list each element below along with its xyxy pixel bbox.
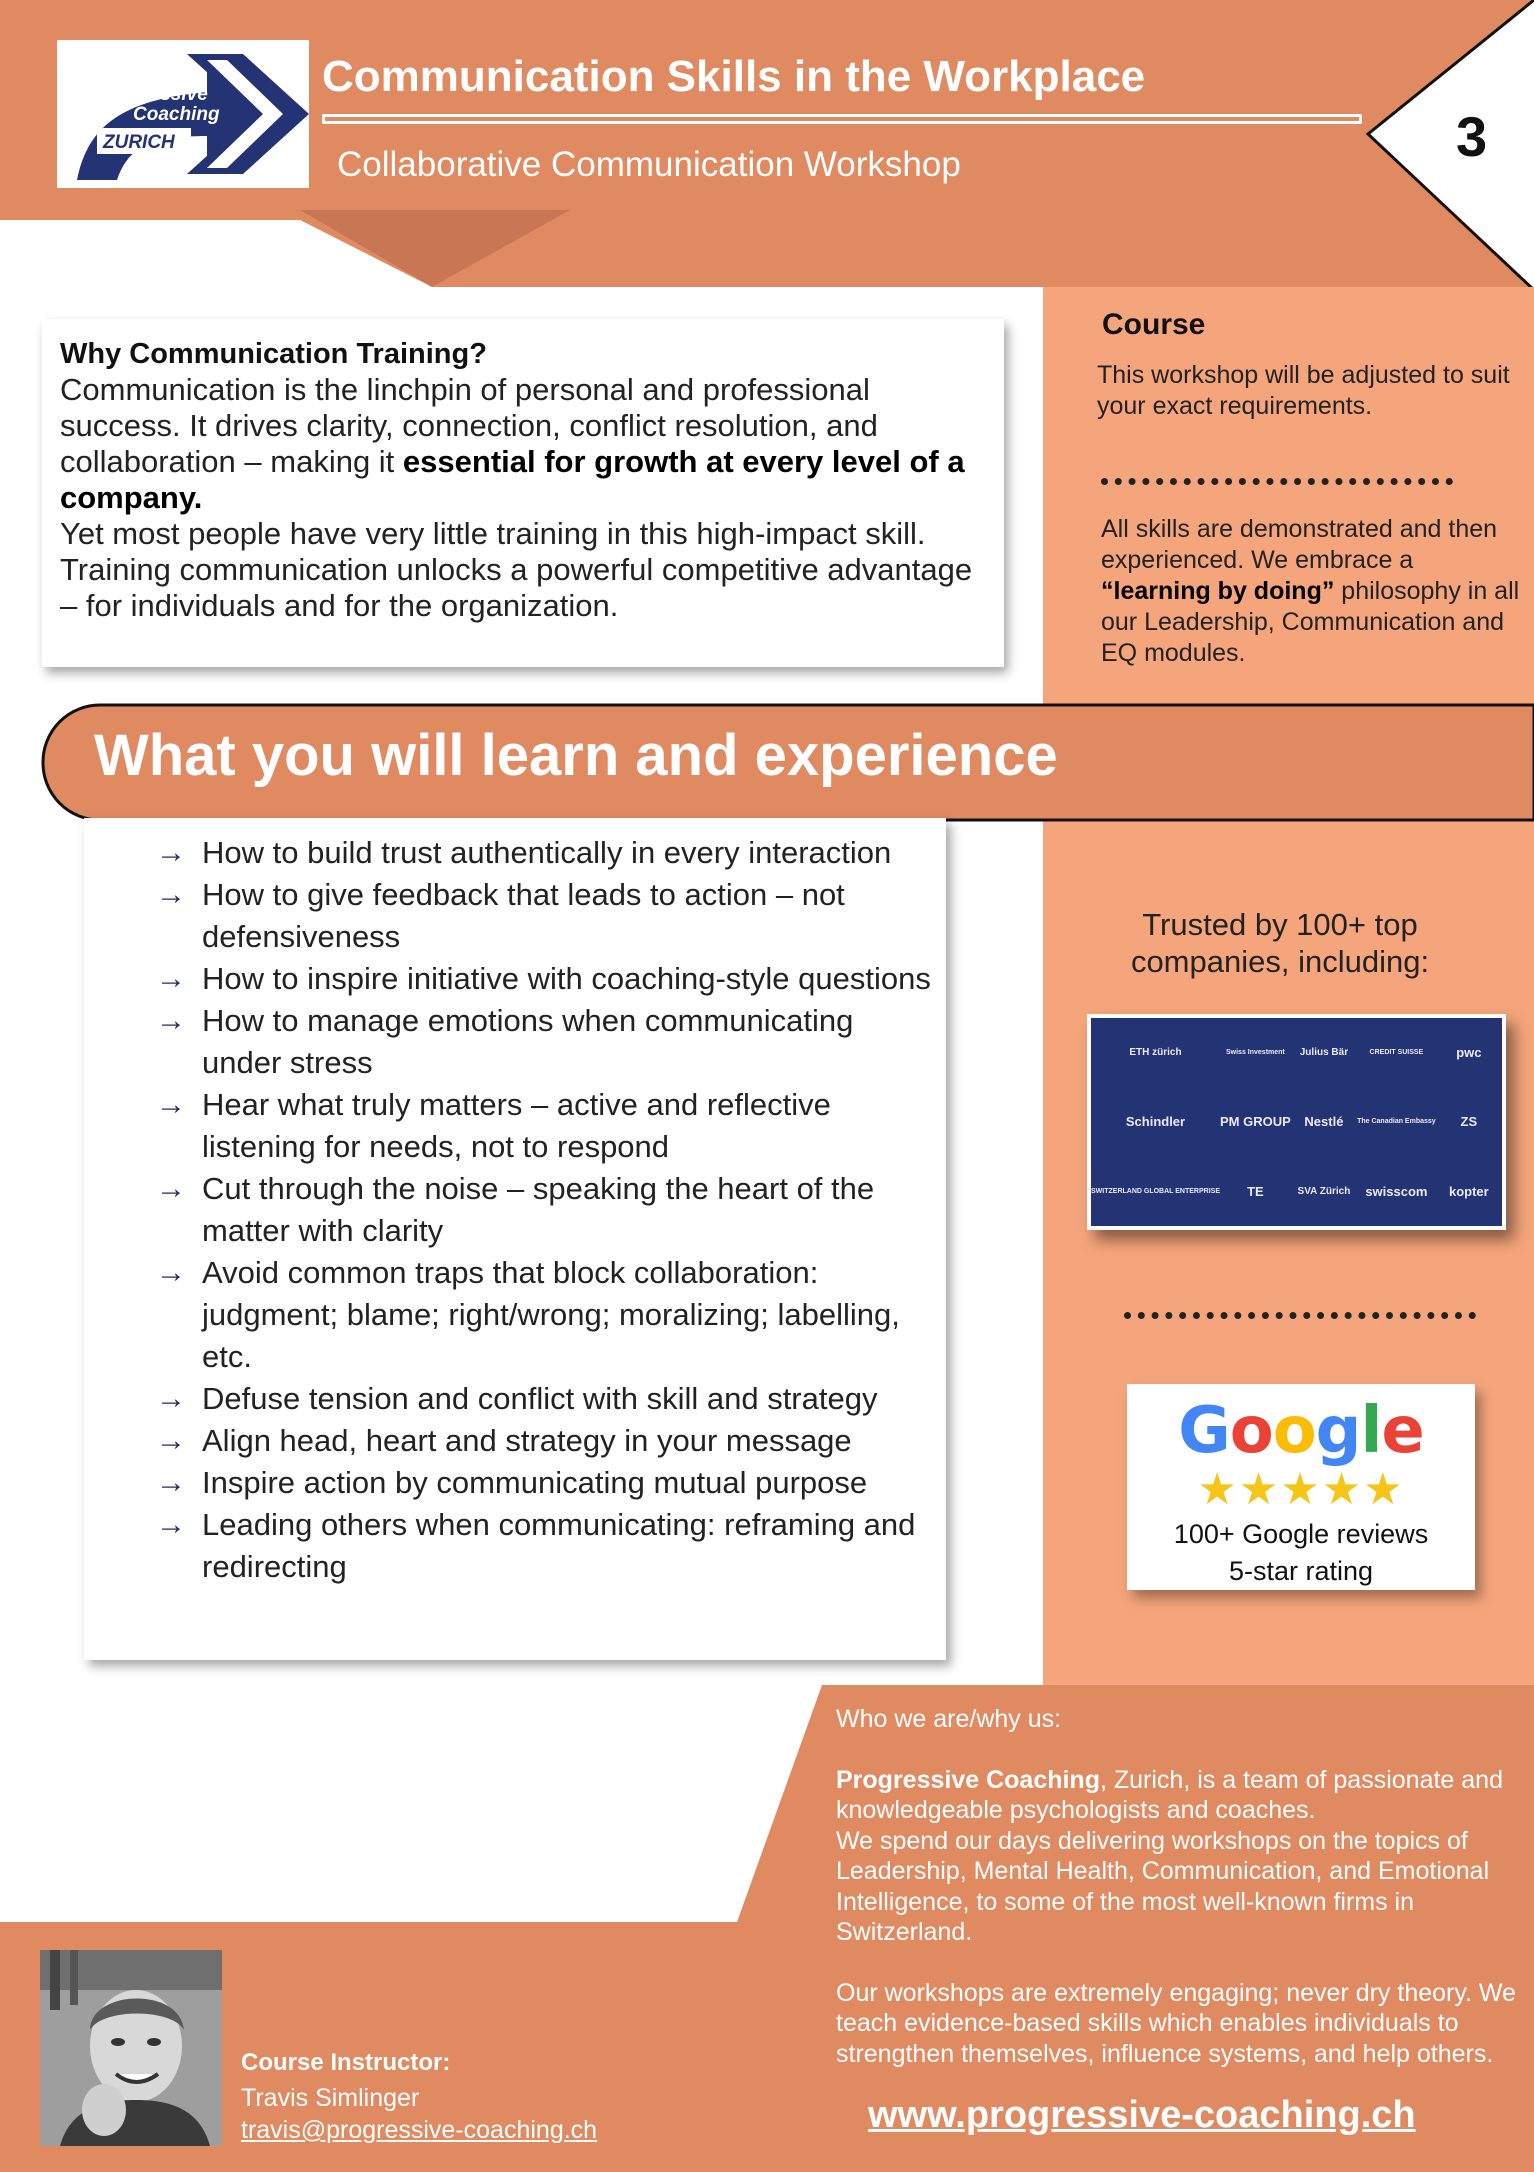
client-logos bbox=[1087, 1014, 1506, 1230]
learn-item: → Inspire action by communicating mutual purpose bbox=[156, 1462, 936, 1504]
instructor-photo bbox=[40, 1950, 222, 2146]
client-logo: kopter bbox=[1448, 1183, 1489, 1199]
course-text: This workshop will be adjusted to suit your exact requirements. bbox=[1097, 361, 1510, 420]
title-underline bbox=[322, 114, 1362, 124]
instructor-label: Course Instructor: bbox=[241, 2049, 451, 2076]
learn-item: → How to manage emotions when communicating under stress bbox=[156, 1000, 936, 1084]
client-logo: ETH zürich bbox=[1129, 1047, 1182, 1059]
learn-box bbox=[84, 818, 946, 1660]
google-rating: 5-star rating bbox=[1228, 1556, 1374, 1586]
arrow-right-icon: → bbox=[156, 1508, 186, 1541]
arrow-right-icon: → bbox=[156, 1466, 186, 1499]
client-logo: Schindler bbox=[1125, 1114, 1186, 1130]
arrow-right-icon: → bbox=[156, 1424, 186, 1457]
client-logo: ZS bbox=[1460, 1114, 1478, 1130]
arrow-right-icon: → bbox=[156, 1088, 186, 1121]
client-logo: The Canadian Embassy bbox=[1357, 1118, 1436, 1126]
page-title: Communication Skills in the Workplace bbox=[322, 52, 1146, 101]
google-reviews: 100+ Google reviews bbox=[1173, 1519, 1429, 1549]
learn-item: → Leading others when communicating: reframing and redirecting bbox=[156, 1504, 936, 1588]
divider-dots bbox=[1101, 478, 1453, 485]
why-paragraph-2: Yet most people have very little training in this high-impact skill. Training communication unlocks a powerful competitive advantage – for individuals and for the organization. bbox=[60, 516, 973, 623]
who-heading: Who we are/why us: bbox=[836, 1705, 1062, 1733]
arrow-right-icon: → bbox=[156, 1004, 186, 1037]
client-logo: PM GROUP bbox=[1219, 1114, 1291, 1130]
why-paragraph-1: Communication is the linchpin of personal and professional success. It drives clarity, connection, conflict resolution, and collaboration – making it essential for growth at every level of a company. bbox=[60, 372, 965, 515]
learn-item: → Avoid common traps that block collaboration: judgment; blame; right/wrong; moralizing; labelling, etc. bbox=[156, 1252, 936, 1378]
logo-text-3: ZURICH bbox=[103, 132, 175, 153]
why-box bbox=[42, 319, 1004, 667]
learn-item: → Hear what truly matters – active and reflective listening for needs, not to respond bbox=[156, 1084, 936, 1168]
who-paragraph-3: Our workshops are extremely engaging; never dry theory. We teach evidence-based skills which enables individuals to strengthen themselves, influence systems, and help others. bbox=[836, 1978, 1516, 2068]
logo-text-2: Coaching bbox=[133, 104, 220, 125]
learn-item: → How to build trust authentically in every interaction bbox=[156, 832, 936, 874]
client-logo: Nestlé bbox=[1304, 1114, 1344, 1130]
client-logo: pwc bbox=[1456, 1045, 1482, 1061]
learn-item: → Cut through the noise – speaking the heart of the matter with clarity bbox=[156, 1168, 936, 1252]
page-number: 3 bbox=[1456, 105, 1488, 168]
client-logo: TE bbox=[1247, 1183, 1264, 1199]
arrow-right-icon: → bbox=[156, 878, 186, 911]
learn-item: → How to give feedback that leads to action – not defensiveness bbox=[156, 874, 936, 958]
instructor-name: Travis Simlinger bbox=[241, 2084, 420, 2112]
divider-dots-2 bbox=[1124, 1312, 1476, 1319]
client-logo: SWITZERLAND GLOBAL ENTERPRISE bbox=[1091, 1187, 1220, 1195]
learn-item: → Align head, heart and strategy in your message bbox=[156, 1420, 936, 1462]
client-logo: SVA Zürich bbox=[1297, 1185, 1351, 1197]
who-paragraph-2: We spend our days delivering workshops on the topics of Leadership, Mental Health, Communication, and Emotional Intelligence, to some of the most well-known firms in Switzerland. bbox=[836, 1826, 1490, 1946]
learn-item: → Defuse tension and conflict with skill and strategy bbox=[156, 1378, 936, 1420]
learn-title: What you will learn and experience bbox=[94, 723, 1058, 788]
skills-text: All skills are demonstrated and then experienced. We embrace a “learning by doing” philosophy in all our Leadership, Communication and EQ modules. bbox=[1101, 515, 1520, 667]
logo bbox=[57, 40, 309, 188]
course-heading: Course bbox=[1102, 308, 1206, 341]
google-review-card bbox=[1127, 1384, 1475, 1590]
trusted-text: Trusted by 100+ top companies, including: bbox=[1130, 907, 1430, 979]
arrow-right-icon: → bbox=[156, 1382, 186, 1415]
arrow-right-icon: → bbox=[156, 836, 186, 869]
client-logo: Swiss Investment bbox=[1226, 1049, 1285, 1057]
client-logo: CREDIT SUISSE bbox=[1369, 1049, 1424, 1057]
who-we-are bbox=[836, 1704, 1516, 2099]
learn-item: → How to inspire initiative with coaching-style questions bbox=[156, 958, 936, 1000]
client-logo: Julius Bär bbox=[1299, 1047, 1349, 1059]
who-paragraph-1: Progressive Coaching, Zurich, is a team of passionate and knowledgeable psychologists and coaches. bbox=[836, 1765, 1503, 1824]
learn-list bbox=[156, 832, 936, 1588]
google-logo: Google bbox=[1178, 1394, 1424, 1468]
why-heading: Why Communication Training? bbox=[60, 338, 487, 370]
website-link[interactable]: www.progressive-coaching.ch bbox=[868, 2094, 1416, 2136]
client-logo: swisscom bbox=[1365, 1183, 1428, 1199]
arrow-right-icon: → bbox=[156, 1172, 186, 1205]
arrow-right-icon: → bbox=[156, 1256, 186, 1289]
arrow-right-icon: → bbox=[156, 962, 186, 995]
instructor-email-link[interactable]: travis@progressive-coaching.ch bbox=[241, 2116, 598, 2144]
logo-text-1: Progressive bbox=[99, 84, 208, 105]
five-star-icon: ★★★★★ bbox=[1197, 1465, 1405, 1514]
page-subtitle: Collaborative Communication Workshop bbox=[337, 145, 961, 184]
